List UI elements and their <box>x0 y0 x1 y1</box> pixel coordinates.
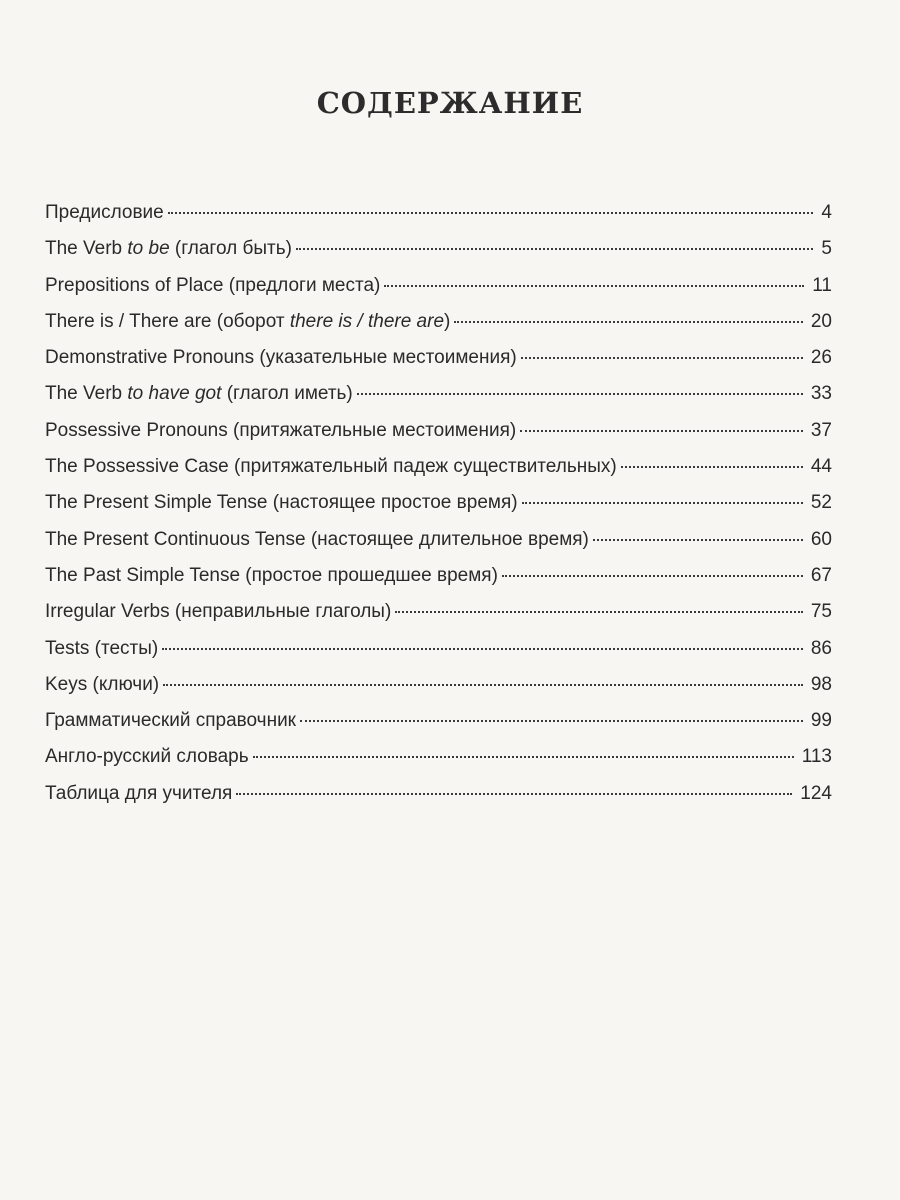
toc-entry-title: Tests (тесты) <box>45 637 159 659</box>
toc-entry[interactable] <box>45 529 832 565</box>
toc-page-number: 75 <box>810 601 832 623</box>
dot-leader <box>520 430 803 432</box>
toc-entry-title: There is / There are (оборот there is / there are) <box>45 310 451 332</box>
toc-entry-title: The Possessive Case (притяжательный падеж существительных) <box>45 456 617 478</box>
toc-entry[interactable] <box>45 492 832 528</box>
dot-leader <box>357 393 803 395</box>
dot-leader <box>236 793 792 795</box>
toc-entry-title: Possessive Pronouns (притяжательные местоимения) <box>45 419 517 441</box>
toc-entry-title: Грамматический справочник <box>45 710 296 732</box>
toc-entry[interactable] <box>45 311 832 347</box>
toc-entry-title: Предисловие <box>45 202 164 223</box>
toc-page-number: 44 <box>810 456 832 478</box>
toc-page-number: 98 <box>810 673 832 695</box>
toc-entry[interactable] <box>45 565 832 601</box>
toc-entry[interactable] <box>45 275 832 311</box>
toc-entry-title: The Present Continuous Tense (настоящее длительное время) <box>45 528 589 550</box>
dot-leader <box>162 648 803 650</box>
dot-leader <box>521 357 803 359</box>
dot-leader <box>621 466 803 468</box>
toc-entry[interactable] <box>45 783 832 819</box>
dot-leader <box>593 539 803 541</box>
toc-page-number: 26 <box>810 347 832 369</box>
dot-leader <box>168 212 814 214</box>
dot-leader <box>163 684 803 686</box>
dot-leader <box>300 720 803 722</box>
toc-page-number: 20 <box>810 310 832 332</box>
dot-leader <box>454 321 803 323</box>
toc-page-number: 33 <box>810 383 832 405</box>
toc-page-number: 113 <box>801 746 832 768</box>
toc-entry-title: The Past Simple Tense (простое прошедшее время) <box>45 564 498 586</box>
toc-page-number: 11 <box>812 274 832 296</box>
table-of-contents <box>45 202 832 819</box>
toc-entry[interactable] <box>45 238 832 274</box>
toc-entry-title: Таблица для учителя <box>45 782 233 804</box>
toc-page-number: 86 <box>810 637 832 659</box>
toc-entry-title: Prepositions of Place (предлоги места) <box>45 274 381 296</box>
toc-entry-title: Англо-русский словарь <box>45 746 249 768</box>
toc-entry[interactable] <box>45 638 832 674</box>
page-title: СОДЕРЖАНИЕ <box>316 86 584 120</box>
toc-entry-title: The Present Simple Tense (настоящее простое время) <box>45 492 518 514</box>
toc-page-number: 60 <box>810 528 832 550</box>
toc-entry[interactable] <box>45 674 832 710</box>
toc-entry[interactable] <box>45 456 832 492</box>
toc-entry[interactable] <box>45 202 832 238</box>
toc-page-number: 52 <box>810 492 832 514</box>
toc-entry[interactable] <box>45 347 832 383</box>
toc-entry-title: Demonstrative Pronouns (указательные местоимения) <box>45 347 517 369</box>
dot-leader <box>395 611 803 613</box>
toc-entry[interactable] <box>45 710 832 746</box>
toc-entry[interactable] <box>45 746 832 782</box>
dot-leader <box>502 575 803 577</box>
toc-page-number: 99 <box>810 710 832 732</box>
dot-leader <box>296 248 813 250</box>
toc-entry-title: Keys (ключи) <box>45 673 160 695</box>
toc-page-number: 67 <box>810 564 832 586</box>
toc-entry[interactable] <box>45 420 832 456</box>
toc-page-number: 4 <box>821 202 832 223</box>
dot-leader <box>253 756 794 758</box>
toc-page-number: 5 <box>821 238 832 260</box>
toc-page-number: 37 <box>810 419 832 441</box>
toc-entry-title: The Verb to be (глагол быть) <box>45 238 292 260</box>
dot-leader <box>384 285 804 287</box>
toc-page-number: 124 <box>800 782 832 804</box>
toc-entry[interactable] <box>45 383 832 419</box>
toc-entry-title: The Verb to have got (глагол иметь) <box>45 383 353 405</box>
toc-entry-title: Irregular Verbs (неправильные глаголы) <box>45 601 392 623</box>
toc-entry[interactable] <box>45 601 832 637</box>
dot-leader <box>522 502 803 504</box>
